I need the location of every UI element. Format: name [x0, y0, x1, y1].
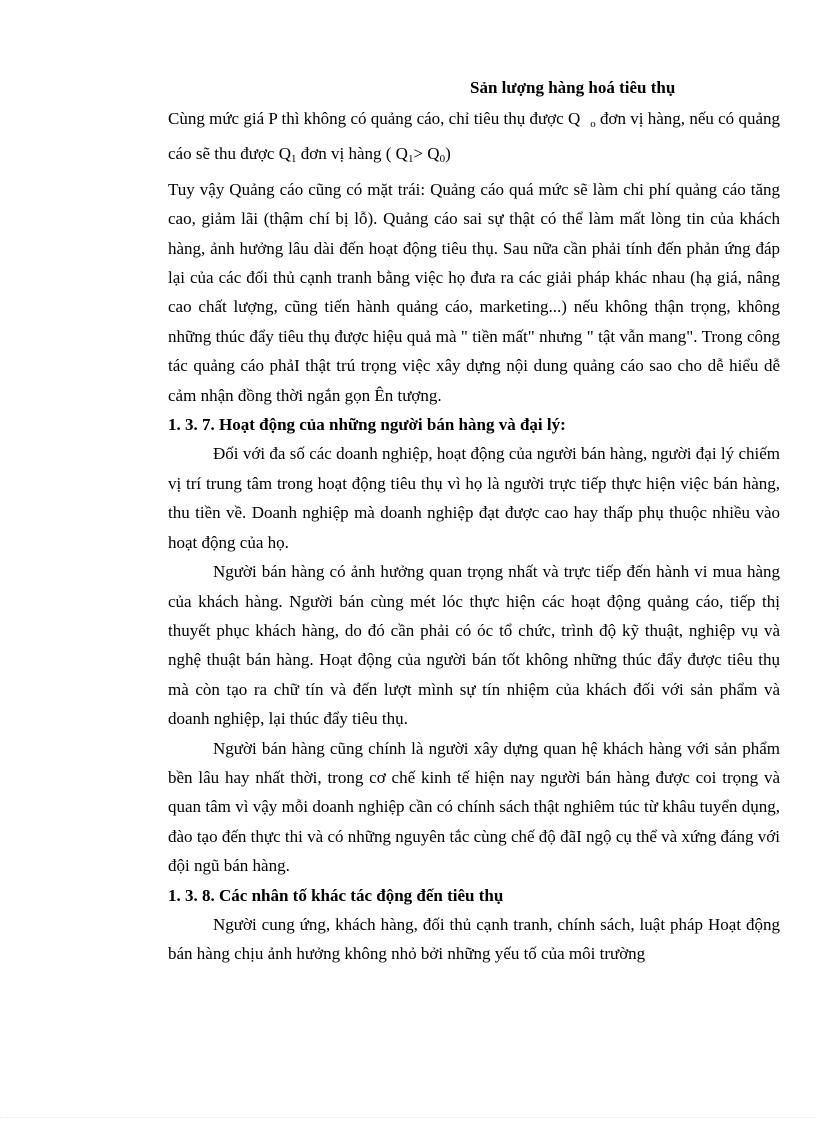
q0-subscript: o — [590, 118, 596, 130]
intro-paragraph — [168, 104, 780, 175]
section-heading-1-3-7: 1. 3. 7. Hoạt động của những người bán hàng và đại lý: — [168, 415, 566, 435]
intro-text-d: > Q — [413, 144, 440, 164]
intro-text-c: đơn vị hàng ( Q — [296, 144, 408, 164]
chart-caption: Sản lượng hàng hoá tiêu thụ — [470, 78, 676, 97]
section-heading-1-3-8: 1. 3. 8. Các nhân tố khác tác động đến tiêu thụ — [168, 885, 504, 905]
paragraph-1-3-7-b: Người bán hàng có ảnh hưởng quan trọng nhất và trực tiếp đến hành vi mua hàng của khách hàng. Người bán cùng mét lóc thực hiện các hoạt động quảng cáo, tiếp thị thuyết phục khách hàng, do đó cần phải có óc tổ chức, trình độ kỹ thuật, nghiệp vụ và nghệ thuật bán hàng. Hoạt động của người bán tốt không những thúc đẩy được tiêu thụ mà còn tạo ra chữ tín và đến lượt mình sự tín nhiệm của khách đối với sản phẩm và doanh nghiệp, lại thúc đẩy tiêu thụ. — [168, 562, 780, 729]
paragraph-1-3-7-a: Đối với đa số các doanh nghiệp, hoạt động của người bán hàng, người đại lý chiếm vị trí trung tâm trong hoạt động tiêu thụ vì họ là người trực tiếp thực hiện việc bán hàng, thu tiền về. Doanh nghiệp mà doanh nghiệp đạt được cao hay thấp phụ thuộc nhiều vào hoạt động của họ. — [168, 444, 780, 552]
q1-subscript: 1 — [291, 153, 297, 166]
intro-text-b: đơn vị hàng, nếu có quảng cáo sẽ thu được Q — [168, 109, 780, 164]
intro-text-a: Cùng mức giá P thì không có quảng cáo, chỉ tiêu thụ được Q — [168, 109, 581, 128]
paragraph-mat-trai: Tuy vậy Quảng cáo cũng có mặt trái: Quảng cáo quá mức sẽ làm chi phí quảng cáo tăng cao, giảm lãi (thậm chí bị lỗ). Quảng cáo sai sự thật có thể làm mất lòng tin của khách hàng, ảnh hưởng lâu dài đến hoạt động tiêu thụ. Sau nữa cần phải tính đến phản ứng đáp lại của các đối thủ cạnh tranh bằng việc họ đưa ra các giải pháp khác nhau (hạ giá, nâng cao chất lượng, cũng tiến hành quảng cáo, marketing...) nếu không thận trọng, không những thúc đẩy tiêu thụ được hiệu quả mà " tiền mất" nhưng " tật vẫn mang". Trong công tác quảng cáo phảI thật trú trọng việc xây dựng nội dung quảng cáo sao cho dễ hiểu dễ cảm nhận đồng thời ngắn gọn Ên tượng. — [168, 179, 780, 405]
q0-subscript-compare: 0 — [439, 153, 446, 166]
intro-text-e: ) — [445, 144, 451, 164]
q1-subscript-compare: 1 — [407, 153, 414, 166]
paragraph-1-3-7-c: Người bán hàng cũng chính là người xây dựng quan hệ khách hàng với sản phẩm bền lâu hay nhất thời, trong cơ chế kinh tế hiện nay người bán hàng được coi trọng và quan tâm vì vậy mỗi doanh nghiệp cần có chính sách thật nghiêm túc từ khâu tuyển dụng, đào tạo đến thực thi và có những nguyên tắc cùng chế độ đãI ngộ cụ thể và xứng đáng với đội ngũ bán hàng. — [168, 738, 780, 876]
paragraph-1-3-8-a: Người cung ứng, khách hàng, đối thủ cạnh tranh, chính sách, luật pháp Hoạt động bán hàng chịu ảnh hưởng không nhỏ bởi những yếu tố của môi trường — [168, 914, 780, 964]
page-bottom-divider — [0, 1117, 816, 1118]
document-body — [168, 104, 780, 969]
